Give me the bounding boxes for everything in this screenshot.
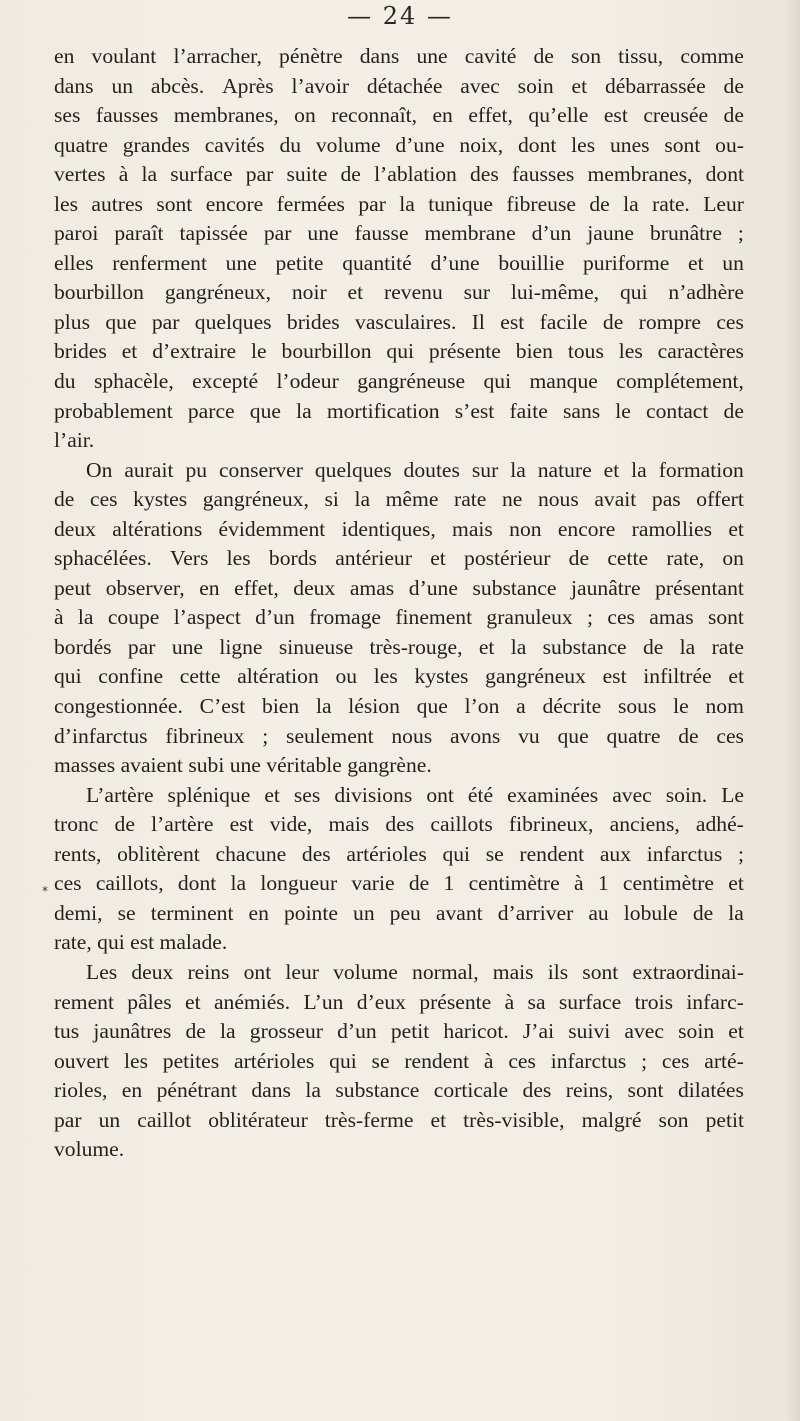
text-line: demi, se terminent en pointe un peu avant d’arriver au lobule de la	[54, 900, 744, 925]
text-line: ses fausses membranes, on reconnaît, en effet, qu’elle est creusée de	[54, 103, 744, 128]
text-line: paroi paraît tapissée par une fausse membrane d’un jaune brunâtre ;	[54, 221, 744, 246]
text-line: deux altérations évidemment identiques, mais non encore ramollies et	[54, 516, 744, 541]
text-line: rement pâles et anémiés. L’un d’eux présente à sa surface trois infarc-	[54, 989, 744, 1014]
text-line: masses avaient subi une véritable gangrène.	[54, 753, 432, 778]
text-line: ces caillots, dont la longueur varie de 1 centimètre à 1 centimètre et	[54, 871, 744, 896]
page-edge-shadow	[786, 0, 800, 1421]
text-line: en voulant l’arracher, pénètre dans une cavité de son tissu, comme	[54, 44, 744, 68]
text-line: rioles, en pénétrant dans la substance corticale des reins, sont dilatées	[54, 1078, 744, 1103]
page-number-header: — 24 —	[347, 2, 453, 30]
text-line: vertes à la surface par suite de l’ablation des fausses membranes, dont	[54, 162, 744, 187]
margin-mark: *	[42, 884, 48, 898]
text-line: du sphacèle, excepté l’odeur gangréneuse qui manque complétement,	[54, 369, 744, 394]
text-line: congestionnée. C’est bien la lésion que l’on a décrite sous le nom	[54, 694, 744, 719]
text-line: de ces kystes gangréneux, si la même rate ne nous avait pas offert	[54, 487, 744, 512]
text-line: tronc de l’artère est vide, mais des caillots fibrineux, anciens, adhé-	[54, 812, 744, 837]
text-line: d’infarctus fibrineux ; seulement nous avons vu que quatre de ces	[54, 723, 744, 748]
text-line: ouvert les petites artérioles qui se rendent à ces infarctus ; ces arté-	[54, 1048, 744, 1073]
text-line: On aurait pu conserver quelques doutes sur la nature et la formation	[86, 457, 744, 482]
text-line: l’air.	[54, 428, 95, 453]
text-line: qui confine cette altération ou les kystes gangréneux est infiltrée et	[54, 664, 744, 689]
text-line: Les deux reins ont leur volume normal, mais ils sont extraordinai-	[86, 959, 744, 984]
text-line: sphacélées. Vers les bords antérieur et postérieur de cette rate, on	[54, 546, 744, 571]
text-line: brides et d’extraire le bourbillon qui présente bien tous les caractères	[54, 339, 744, 364]
text-line: tus jaunâtres de la grosseur d’un petit haricot. J’ai suivi avec soin et	[54, 1019, 744, 1044]
text-line: à la coupe l’aspect d’un fromage finement granuleux ; ces amas sont	[54, 605, 744, 630]
text-line: elles renferment une petite quantité d’une bouillie puriforme et un	[54, 250, 744, 275]
text-line: probablement parce que la mortification s’est faite sans le contact de	[54, 398, 744, 423]
text-line: dans un abcès. Après l’avoir détachée avec soin et débarrassée de	[54, 73, 744, 98]
text-line: rents, oblitèrent chacune des artérioles qui se rendent aux infarctus ;	[54, 841, 744, 866]
text-line: volume.	[54, 1137, 125, 1162]
text-line: par un caillot oblitérateur très-ferme et très-visible, malgré son petit	[54, 1107, 744, 1132]
text-line: L’artère splénique et ses divisions ont été examinées avec soin. Le	[86, 782, 744, 807]
text-line: quatre grandes cavités du volume d’une noix, dont les unes sont ou-	[54, 132, 744, 157]
text-line: bourbillon gangréneux, noir et revenu sur lui-même, qui n’adhère	[54, 280, 744, 305]
text-line: bordés par une ligne sinueuse très-rouge, et la substance de la rate	[54, 634, 744, 659]
text-line: plus que par quelques brides vasculaires. Il est facile de rompre ces	[54, 309, 744, 334]
text-line: peut observer, en effet, deux amas d’une substance jaunâtre présentant	[54, 575, 744, 600]
text-line: les autres sont encore fermées par la tunique fibreuse de la rate. Leur	[54, 191, 744, 216]
text-line: rate, qui est malade.	[54, 930, 228, 955]
body-text	[54, 42, 744, 1165]
